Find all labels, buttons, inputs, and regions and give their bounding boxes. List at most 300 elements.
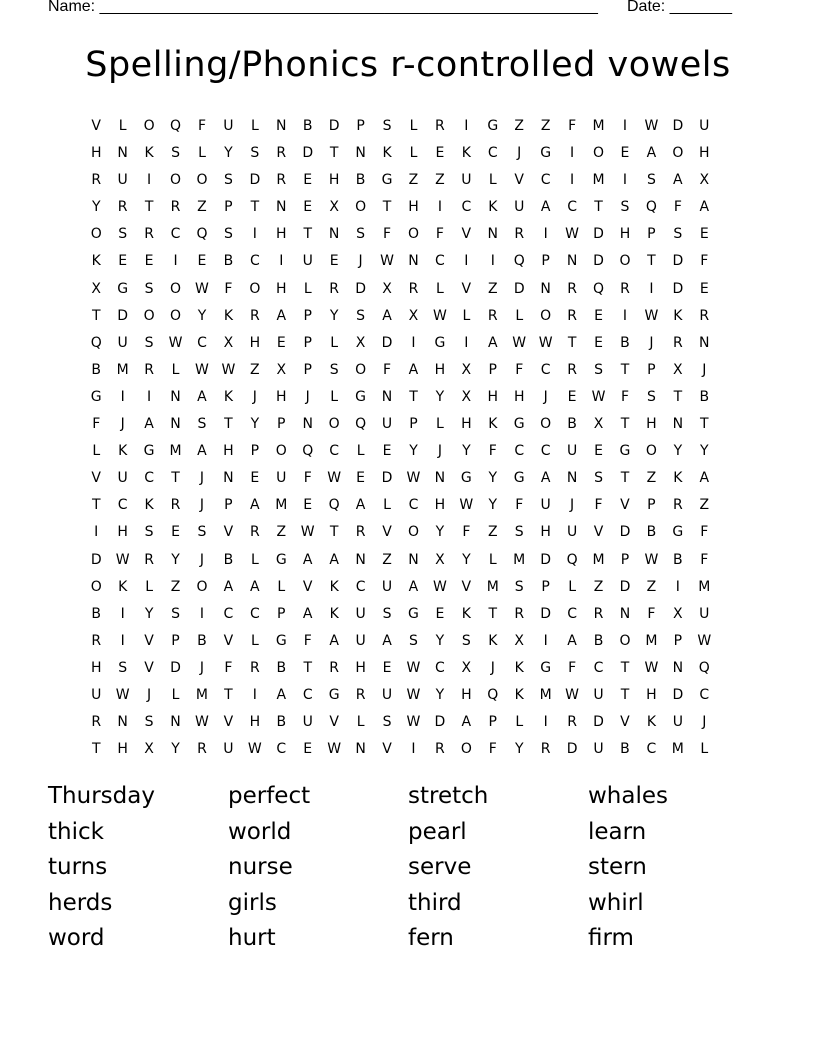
grid-letter[interactable]: R (249, 524, 260, 541)
grid-letter[interactable]: T (250, 199, 260, 216)
grid-letter[interactable]: H (276, 280, 287, 297)
grid-letter[interactable]: D (672, 686, 684, 703)
grid-letter[interactable]: L (277, 578, 286, 595)
grid-letter[interactable]: U (117, 334, 128, 351)
grid-letter[interactable]: P (224, 497, 233, 514)
grid-letter[interactable]: G (540, 145, 552, 162)
grid-letter[interactable]: G (275, 632, 287, 649)
grid-letter[interactable]: Y (462, 443, 471, 460)
grid-letter[interactable]: I (120, 388, 125, 405)
grid-letter[interactable]: R (144, 361, 154, 378)
grid-letter[interactable]: K (461, 605, 471, 622)
grid-letter[interactable]: V (461, 578, 472, 595)
grid-letter[interactable]: R (620, 280, 630, 297)
grid-letter[interactable]: W (459, 497, 474, 514)
grid-letter[interactable]: A (408, 578, 419, 595)
grid-letter[interactable]: S (382, 118, 392, 134)
grid-letter[interactable]: B (91, 605, 102, 622)
grid-letter[interactable]: O (275, 443, 287, 460)
grid-letter[interactable]: Y (171, 551, 180, 568)
grid-letter[interactable]: R (276, 172, 287, 189)
grid-letter[interactable]: Z (382, 551, 392, 568)
grid-letter[interactable]: H (276, 226, 287, 243)
grid-letter[interactable]: R (593, 605, 604, 622)
grid-letter[interactable]: E (197, 253, 207, 270)
grid-letter[interactable]: W (591, 388, 606, 405)
grid-letter[interactable]: D (381, 334, 393, 351)
grid-letter[interactable]: M (592, 118, 605, 134)
grid-letter[interactable]: S (197, 524, 207, 541)
grid-letter[interactable]: L (198, 145, 206, 162)
grid-letter[interactable]: P (673, 632, 683, 649)
grid-letter[interactable]: H (90, 145, 102, 162)
grid-letter[interactable]: L (436, 416, 444, 433)
grid-letter[interactable]: F (488, 741, 497, 758)
grid-letter[interactable]: Z (699, 497, 710, 514)
grid-letter[interactable]: L (118, 118, 127, 134)
grid-letter[interactable]: C (329, 443, 340, 460)
grid-letter[interactable]: Y (462, 551, 471, 568)
grid-letter[interactable]: H (408, 199, 419, 216)
grid-letter[interactable]: Z (197, 199, 207, 216)
grid-letter[interactable]: N (117, 714, 128, 731)
grid-letter[interactable]: B (302, 118, 313, 134)
grid-letter[interactable]: K (144, 497, 154, 514)
grid-letter[interactable]: S (197, 416, 207, 433)
grid-letter[interactable]: R (329, 280, 340, 297)
grid-letter[interactable]: I (279, 253, 284, 270)
grid-letter[interactable]: A (408, 361, 419, 378)
grid-letter[interactable]: N (408, 253, 419, 270)
grid-letter[interactable]: N (355, 741, 366, 758)
grid-letter[interactable]: X (382, 280, 392, 297)
grid-letter[interactable]: O (355, 361, 367, 378)
grid-letter[interactable]: V (329, 714, 339, 731)
grid-letter[interactable]: O (196, 172, 208, 189)
grid-letter[interactable]: T (409, 388, 418, 405)
grid-letter[interactable]: S (594, 470, 603, 487)
grid-letter[interactable]: A (382, 307, 392, 324)
grid-letter[interactable]: P (620, 551, 630, 568)
grid-letter[interactable]: C (276, 741, 287, 758)
grid-letter[interactable]: K (673, 307, 683, 324)
grid-letter[interactable]: A (276, 307, 287, 324)
grid-letter[interactable]: E (118, 253, 128, 270)
grid-letter[interactable]: N (487, 226, 499, 243)
grid-letter[interactable]: E (594, 334, 603, 351)
grid-letter[interactable]: Q (566, 551, 578, 568)
grid-letter[interactable]: V (593, 524, 604, 541)
grid-letter[interactable]: S (329, 361, 339, 378)
grid-letter[interactable]: Z (514, 118, 525, 134)
grid-letter[interactable]: C (435, 659, 445, 676)
grid-letter[interactable]: F (224, 280, 233, 297)
grid-letter[interactable]: S (144, 334, 154, 351)
grid-letter[interactable]: C (197, 334, 207, 351)
grid-letter[interactable]: U (355, 632, 366, 649)
grid-letter[interactable]: Q (698, 659, 710, 676)
grid-letter[interactable]: G (408, 605, 419, 622)
grid-letter[interactable]: P (303, 361, 312, 378)
grid-letter[interactable]: Z (540, 118, 551, 134)
grid-letter[interactable]: Q (645, 199, 657, 216)
grid-letter[interactable]: Z (408, 172, 419, 189)
grid-letter[interactable]: M (116, 361, 129, 378)
grid-letter[interactable]: B (355, 172, 366, 189)
grid-letter[interactable]: P (250, 443, 260, 460)
grid-letter[interactable]: S (250, 145, 260, 162)
grid-letter[interactable]: H (328, 172, 340, 189)
grid-letter[interactable]: X (355, 334, 366, 351)
grid-letter[interactable]: E (594, 307, 603, 324)
grid-letter[interactable]: L (250, 632, 259, 649)
grid-letter[interactable]: U (355, 605, 366, 622)
grid-letter[interactable]: I (464, 334, 469, 351)
grid-letter[interactable]: K (223, 307, 233, 324)
grid-letter[interactable]: U (566, 524, 578, 541)
grid-letter[interactable]: T (647, 253, 656, 270)
grid-letter[interactable]: S (382, 714, 392, 731)
grid-letter[interactable]: I (570, 145, 575, 162)
grid-letter[interactable]: O (90, 578, 102, 595)
grid-letter[interactable]: T (620, 416, 630, 433)
grid-letter[interactable]: H (619, 226, 631, 243)
grid-letter[interactable]: J (702, 361, 707, 378)
grid-letter[interactable]: W (195, 714, 209, 731)
grid-letter[interactable]: F (568, 118, 577, 134)
grid-letter[interactable]: I (94, 524, 99, 541)
grid-letter[interactable]: P (541, 578, 550, 595)
grid-letter[interactable]: J (199, 470, 205, 487)
grid-letter[interactable]: A (197, 443, 207, 460)
grid-letter[interactable]: E (435, 605, 445, 622)
grid-letter[interactable]: Z (250, 361, 260, 378)
grid-letter[interactable]: D (593, 714, 604, 731)
grid-letter[interactable]: U (699, 118, 710, 134)
grid-letter[interactable]: R (170, 199, 181, 216)
grid-letter[interactable]: E (435, 145, 445, 162)
grid-letter[interactable]: K (91, 253, 101, 270)
grid-letter[interactable]: X (435, 551, 445, 568)
grid-letter[interactable]: X (408, 307, 419, 324)
grid-letter[interactable]: O (170, 172, 182, 189)
grid-letter[interactable]: W (221, 361, 236, 378)
grid-letter[interactable]: M (169, 443, 182, 460)
grid-letter[interactable]: I (622, 172, 628, 189)
grid-letter[interactable]: C (223, 605, 234, 622)
grid-letter[interactable]: Y (488, 497, 498, 514)
grid-letter[interactable]: L (409, 145, 418, 162)
grid-letter[interactable]: G (540, 659, 552, 676)
grid-letter[interactable]: H (276, 388, 287, 405)
grid-letter[interactable]: S (356, 307, 366, 324)
grid-letter[interactable]: K (329, 605, 339, 622)
grid-letter[interactable]: A (540, 470, 551, 487)
grid-letter[interactable]: U (302, 253, 313, 270)
grid-letter[interactable]: V (620, 714, 630, 731)
grid-letter[interactable]: L (515, 307, 524, 324)
grid-letter[interactable]: V (461, 226, 472, 243)
grid-letter[interactable]: N (170, 388, 181, 405)
grid-letter[interactable]: P (356, 118, 365, 134)
grid-letter[interactable]: U (540, 497, 551, 514)
grid-letter[interactable]: I (411, 741, 416, 758)
grid-letter[interactable]: F (435, 226, 444, 243)
grid-letter[interactable]: G (117, 280, 129, 297)
grid-letter[interactable]: Y (435, 686, 445, 703)
grid-letter[interactable]: N (672, 416, 684, 433)
grid-letter[interactable]: W (327, 470, 342, 487)
grid-letter[interactable]: J (358, 253, 363, 270)
grid-letter[interactable]: P (488, 361, 497, 378)
grid-letter[interactable]: J (702, 714, 707, 731)
grid-letter[interactable]: E (303, 497, 313, 514)
grid-letter[interactable]: S (673, 226, 683, 243)
grid-letter[interactable]: L (356, 714, 365, 731)
grid-letter[interactable]: R (567, 714, 577, 731)
grid-letter[interactable]: I (252, 226, 257, 243)
grid-letter[interactable]: F (515, 497, 524, 514)
grid-letter[interactable]: E (303, 172, 313, 189)
grid-letter[interactable]: T (382, 199, 392, 216)
grid-letter[interactable]: Y (435, 524, 445, 541)
grid-letter[interactable]: H (117, 741, 128, 758)
grid-letter[interactable]: Q (355, 416, 367, 433)
grid-letter[interactable]: U (593, 741, 604, 758)
grid-letter[interactable]: T (144, 199, 154, 216)
grid-letter[interactable]: T (224, 686, 233, 703)
grid-letter[interactable]: L (92, 443, 101, 460)
grid-letter[interactable]: H (434, 497, 446, 514)
grid-letter[interactable]: G (355, 388, 367, 405)
grid-letter[interactable]: W (644, 659, 659, 676)
grid-letter[interactable]: Y (224, 145, 233, 162)
grid-letter[interactable]: V (382, 524, 392, 541)
grid-letter[interactable]: N (381, 388, 393, 405)
grid-letter[interactable]: O (249, 280, 261, 297)
grid-letter[interactable]: S (646, 172, 656, 189)
grid-letter[interactable]: W (300, 524, 315, 541)
grid-letter[interactable]: U (117, 172, 128, 189)
grid-letter[interactable]: I (649, 280, 654, 297)
grid-letter[interactable]: T (224, 416, 233, 433)
grid-letter[interactable]: Q (90, 334, 102, 351)
grid-letter[interactable]: C (567, 199, 577, 216)
grid-letter[interactable]: N (672, 659, 684, 676)
grid-letter[interactable]: D (90, 551, 102, 568)
grid-letter[interactable]: R (487, 307, 498, 324)
grid-letter[interactable]: G (275, 551, 287, 568)
grid-letter[interactable]: B (223, 253, 234, 270)
grid-letter[interactable]: R (91, 632, 102, 649)
grid-letter[interactable]: V (223, 632, 234, 649)
grid-letter[interactable]: N (699, 334, 710, 351)
grid-letter[interactable]: N (302, 416, 313, 433)
grid-letter[interactable]: Z (487, 280, 498, 297)
grid-letter[interactable]: R (355, 686, 366, 703)
grid-letter[interactable]: E (276, 334, 286, 351)
grid-letter[interactable]: S (144, 714, 154, 731)
grid-letter[interactable]: T (620, 470, 630, 487)
grid-letter[interactable]: Z (646, 578, 657, 595)
grid-letter[interactable]: S (223, 226, 233, 243)
grid-letter[interactable]: A (329, 551, 339, 568)
grid-letter[interactable]: J (570, 497, 575, 514)
grid-letter[interactable]: D (619, 578, 631, 595)
grid-letter[interactable]: C (593, 659, 604, 676)
grid-letter[interactable]: D (593, 253, 604, 270)
grid-letter[interactable]: G (487, 118, 499, 134)
grid-letter[interactable]: G (90, 388, 102, 405)
grid-letter[interactable]: V (461, 280, 472, 297)
grid-letter[interactable]: B (593, 632, 604, 649)
grid-letter[interactable]: K (118, 443, 128, 460)
grid-letter[interactable]: K (382, 145, 392, 162)
grid-letter[interactable]: Q (196, 226, 208, 243)
grid-letter[interactable]: T (620, 361, 630, 378)
grid-letter[interactable]: P (277, 605, 286, 622)
grid-letter[interactable]: D (170, 659, 181, 676)
grid-letter[interactable]: N (117, 145, 128, 162)
grid-letter[interactable]: C (249, 605, 260, 622)
grid-letter[interactable]: S (356, 226, 366, 243)
grid-letter[interactable]: D (619, 524, 631, 541)
grid-letter[interactable]: D (302, 145, 314, 162)
grid-letter[interactable]: T (91, 497, 101, 514)
grid-letter[interactable]: B (223, 551, 234, 568)
grid-letter[interactable]: K (223, 388, 233, 405)
grid-letter[interactable]: K (514, 659, 524, 676)
grid-letter[interactable]: D (117, 307, 129, 324)
grid-letter[interactable]: A (276, 686, 287, 703)
grid-letter[interactable]: W (115, 551, 130, 568)
grid-letter[interactable]: P (224, 199, 233, 216)
grid-letter[interactable]: M (539, 686, 552, 703)
grid-letter[interactable]: M (698, 578, 711, 595)
grid-letter[interactable]: J (437, 443, 442, 460)
grid-letter[interactable]: U (566, 443, 578, 460)
grid-letter[interactable]: Z (170, 578, 181, 595)
grid-letter[interactable]: V (91, 470, 101, 487)
grid-letter[interactable]: J (120, 416, 125, 433)
grid-letter[interactable]: D (672, 280, 684, 297)
grid-letter[interactable]: C (302, 686, 313, 703)
grid-letter[interactable]: O (170, 307, 182, 324)
grid-letter[interactable]: L (330, 388, 339, 405)
grid-letter[interactable]: H (646, 416, 657, 433)
grid-letter[interactable]: F (515, 361, 524, 378)
grid-letter[interactable]: C (461, 199, 472, 216)
grid-letter[interactable]: Q (487, 686, 499, 703)
grid-letter[interactable]: F (303, 470, 312, 487)
grid-letter[interactable]: A (329, 632, 339, 649)
grid-letter[interactable]: K (144, 145, 154, 162)
grid-letter[interactable]: H (90, 659, 102, 676)
grid-letter[interactable]: V (514, 172, 524, 189)
grid-letter[interactable]: C (487, 145, 498, 162)
grid-letter[interactable]: J (517, 145, 522, 162)
grid-letter[interactable]: N (170, 416, 181, 433)
grid-letter[interactable]: X (223, 334, 234, 351)
grid-letter[interactable]: W (512, 334, 527, 351)
grid-letter[interactable]: K (488, 632, 498, 649)
grid-letter[interactable]: L (250, 551, 259, 568)
grid-letter[interactable]: Z (487, 524, 498, 541)
grid-letter[interactable]: F (568, 659, 577, 676)
grid-letter[interactable]: F (303, 632, 312, 649)
grid-letter[interactable]: A (250, 578, 260, 595)
grid-letter[interactable]: L (568, 578, 576, 595)
grid-letter[interactable]: V (223, 714, 234, 731)
grid-letter[interactable]: W (247, 741, 262, 758)
grid-letter[interactable]: Y (144, 605, 154, 622)
grid-letter[interactable]: T (567, 334, 577, 351)
grid-letter[interactable]: U (514, 199, 525, 216)
grid-letter[interactable]: R (276, 145, 287, 162)
grid-letter[interactable]: E (620, 145, 630, 162)
grid-letter[interactable]: B (91, 361, 102, 378)
grid-letter[interactable]: I (437, 199, 442, 216)
grid-letter[interactable]: Z (276, 524, 287, 541)
grid-letter[interactable]: A (144, 416, 154, 433)
grid-letter[interactable]: A (699, 199, 710, 216)
grid-letter[interactable]: D (381, 470, 393, 487)
grid-letter[interactable]: R (144, 226, 154, 243)
grid-letter[interactable]: R (672, 497, 683, 514)
grid-letter[interactable]: X (673, 605, 683, 622)
grid-letter[interactable]: I (411, 334, 416, 351)
grid-letter[interactable]: R (197, 741, 207, 758)
grid-letter[interactable]: F (594, 497, 603, 514)
grid-letter[interactable]: O (407, 524, 419, 541)
grid-letter[interactable]: W (565, 686, 580, 703)
grid-letter[interactable]: E (699, 226, 709, 243)
grid-letter[interactable]: Y (700, 443, 709, 460)
grid-letter[interactable]: L (250, 118, 259, 134)
grid-letter[interactable]: E (382, 659, 392, 676)
grid-letter[interactable]: H (249, 334, 261, 351)
grid-letter[interactable]: R (144, 551, 154, 568)
grid-letter[interactable]: W (565, 226, 580, 243)
grid-letter[interactable]: R (91, 714, 102, 731)
grid-letter[interactable]: R (540, 741, 551, 758)
grid-letter[interactable]: U (381, 416, 393, 433)
grid-letter[interactable]: Q (328, 497, 340, 514)
grid-letter[interactable]: I (622, 307, 628, 324)
grid-letter[interactable]: Y (514, 741, 524, 758)
grid-letter[interactable]: S (144, 280, 154, 297)
grid-letter[interactable]: R (249, 659, 260, 676)
grid-letter[interactable]: W (538, 334, 553, 351)
grid-letter[interactable]: S (514, 524, 524, 541)
grid-letter[interactable]: W (697, 632, 712, 649)
grid-letter[interactable]: M (513, 551, 526, 568)
grid-letter[interactable]: F (700, 551, 709, 568)
grid-letter[interactable]: R (329, 659, 340, 676)
grid-letter[interactable]: Y (488, 470, 498, 487)
grid-letter[interactable]: N (276, 118, 287, 134)
grid-letter[interactable]: S (382, 605, 392, 622)
grid-letter[interactable]: Y (197, 307, 207, 324)
grid-letter[interactable]: W (432, 307, 447, 324)
grid-letter[interactable]: D (513, 280, 525, 297)
grid-letter[interactable]: Q (593, 280, 605, 297)
grid-letter[interactable]: Q (302, 443, 314, 460)
grid-letter[interactable]: C (408, 497, 419, 514)
grid-letter[interactable]: A (302, 551, 313, 568)
grid-letter[interactable]: K (514, 686, 524, 703)
grid-letter[interactable]: F (488, 443, 497, 460)
